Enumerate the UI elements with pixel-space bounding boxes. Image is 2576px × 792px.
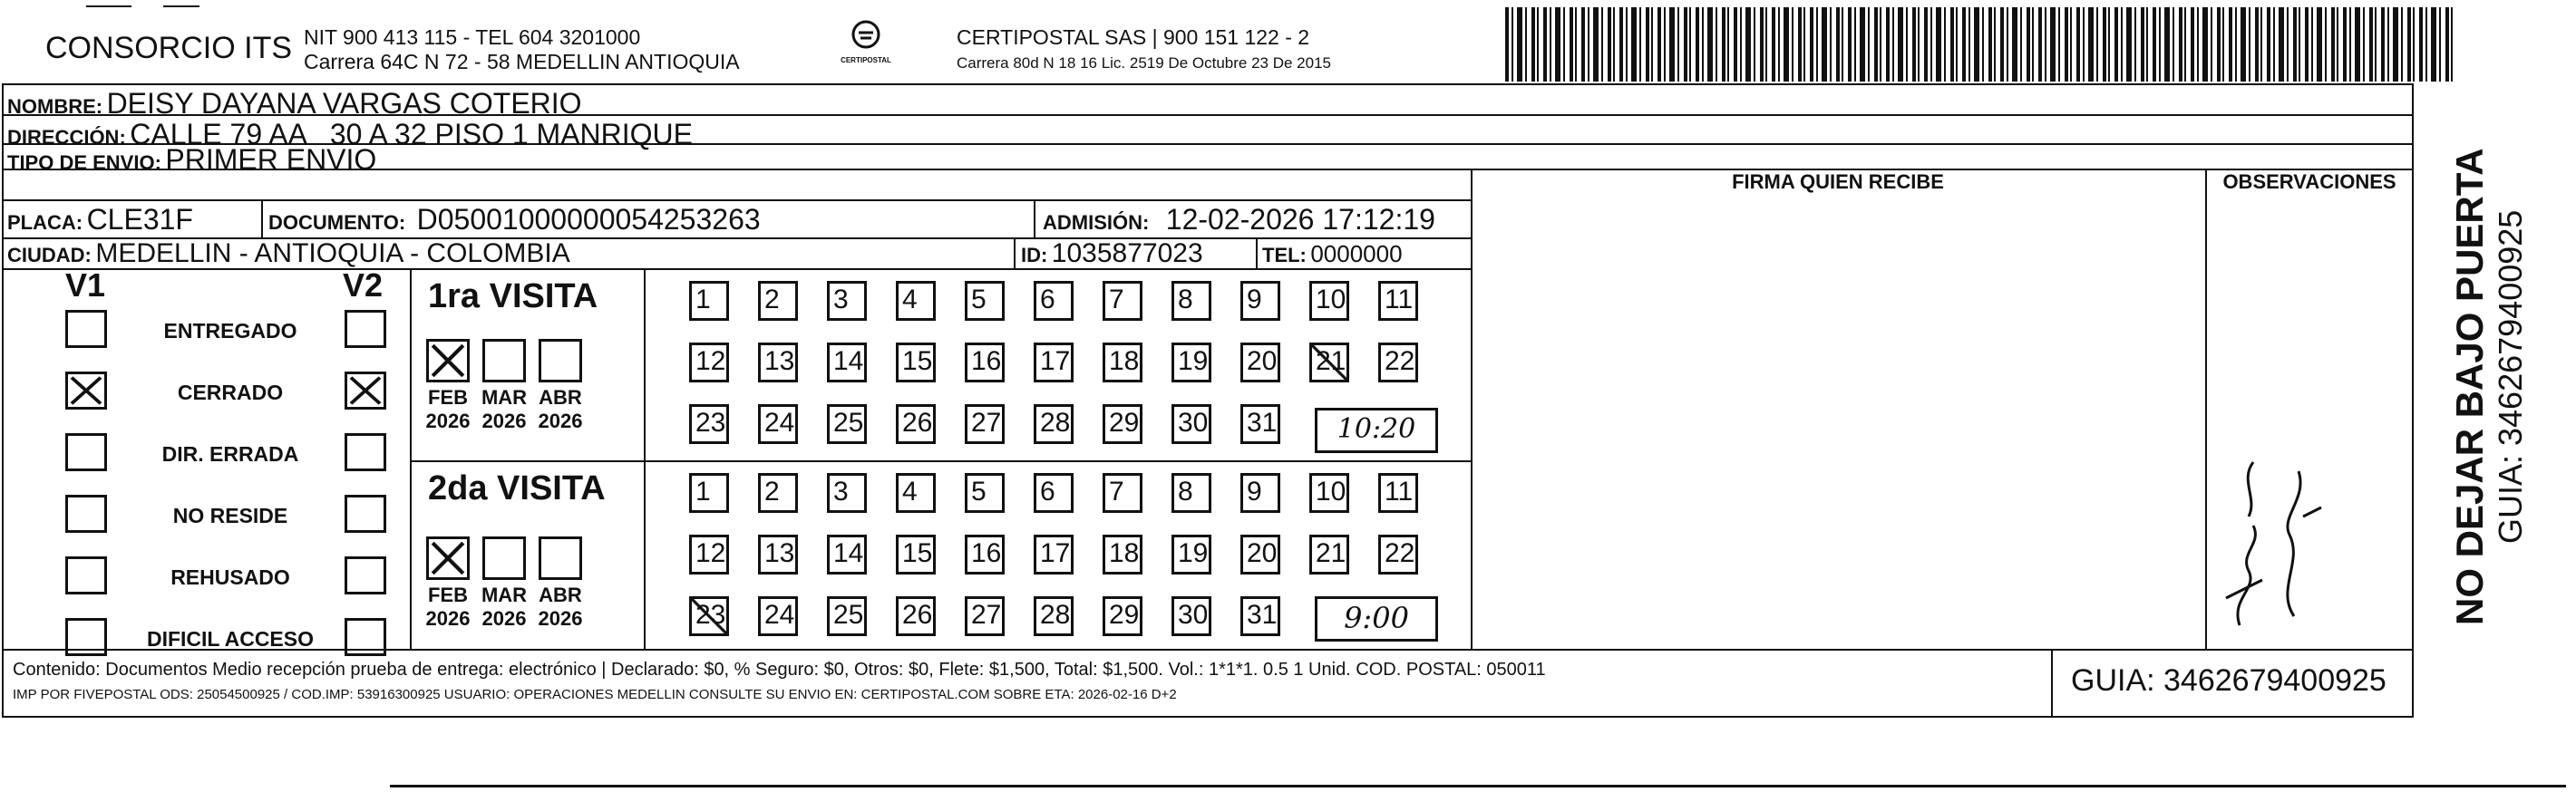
documento-label: DOCUMENTO: <box>268 211 406 234</box>
year-label: 2026 <box>538 410 583 432</box>
day-checkbox[interactable]: 28 <box>1034 404 1074 444</box>
month-checkbox[interactable] <box>426 339 470 382</box>
day-checkbox[interactable]: 10 <box>1309 281 1349 321</box>
month-checkbox[interactable] <box>482 339 526 382</box>
day-checkbox[interactable]: 16 <box>965 343 1005 382</box>
day-checkbox[interactable]: 7 <box>1103 473 1142 513</box>
day-checkbox[interactable]: 17 <box>1034 343 1074 382</box>
day-checkbox[interactable]: 10 <box>1309 473 1349 513</box>
id-row <box>1021 238 1203 269</box>
day-checkbox[interactable]: 30 <box>1171 596 1211 636</box>
visit-2-time: 9:00 <box>1315 596 1438 642</box>
carrier-address: Carrera 80d N 18 16 Lic. 2519 De Octubre 23 De 2015 <box>957 54 1331 72</box>
day-checkbox[interactable]: 13 <box>758 535 798 575</box>
admision-value: 12-02-2026 17:12:19 <box>1165 203 1435 236</box>
day-checkbox[interactable]: 25 <box>827 404 867 444</box>
year-label: 2026 <box>425 410 471 432</box>
observaciones-header: OBSERVACIONES <box>2222 170 2396 193</box>
v2-checkbox[interactable] <box>345 372 386 410</box>
day-checkbox[interactable]: 22 <box>1378 343 1418 382</box>
year-label: 2026 <box>425 607 471 630</box>
month-label: MAR <box>481 584 528 606</box>
direccion-value: CALLE 79 AA 30 A 32 PISO 1 MANRIQUE <box>130 118 693 150</box>
day-checkbox[interactable]: 21 <box>1309 535 1349 575</box>
year-label: 2026 <box>481 410 527 432</box>
month-checkbox[interactable] <box>482 536 526 580</box>
placa-row <box>7 203 193 237</box>
company-address: Carrera 64C N 72 - 58 MEDELLIN ANTIOQUIA <box>304 50 740 73</box>
day-checkbox[interactable]: 14 <box>827 343 867 382</box>
certipostal-logo: CERTIPOSTAL <box>839 20 893 74</box>
day-checkbox[interactable]: 12 <box>689 343 729 382</box>
day-checkbox[interactable]: 18 <box>1103 343 1142 382</box>
day-checkbox[interactable]: 22 <box>1378 535 1418 575</box>
day-checkbox[interactable]: 7 <box>1103 281 1142 321</box>
day-checkbox[interactable]: 12 <box>689 535 729 575</box>
status-label: ENTREGADO <box>163 319 297 343</box>
day-checkbox[interactable]: 25 <box>827 596 867 636</box>
day-checkbox[interactable]: 26 <box>896 404 936 444</box>
month-checkbox[interactable] <box>426 536 470 580</box>
day-checkbox[interactable]: 2 <box>758 473 798 513</box>
month-label: FEB <box>428 584 468 606</box>
day-checkbox[interactable]: 14 <box>827 535 867 575</box>
footer-imp: IMP POR FIVEPOSTAL ODS: 25054500925 / COD.IMP: 53916300925 USUARIO: OPERACIONES MEDELLIN CONSULTE SU ENVIO EN: CERTIPOSTAL.COM SOBRE ETA: 2026-02-16 D+2 <box>13 687 1177 702</box>
month-label: ABR <box>539 386 582 409</box>
placa-label: PLACA: <box>7 211 83 234</box>
footer-contenido: Contenido: Documentos Medio recepción prueba de entrega: electrónico | Declarado: $0, % Seguro: $0, Otros: $0, Flete: $1,500, Total: $1,500. Vol.: 1*1*1. 0.5 1 Unid. COD. POSTAL: 050011 <box>13 660 1546 680</box>
month-checkbox[interactable] <box>539 536 582 580</box>
signature-scribble <box>2212 381 2357 643</box>
documento-row <box>268 203 761 237</box>
day-checkbox[interactable]: 9 <box>1240 473 1280 513</box>
day-checkbox[interactable]: 21 <box>1309 343 1349 382</box>
day-checkbox[interactable]: 19 <box>1171 343 1211 382</box>
day-checkbox[interactable]: 5 <box>965 281 1005 321</box>
day-checkbox[interactable]: 18 <box>1103 535 1142 575</box>
day-checkbox[interactable]: 6 <box>1034 473 1074 513</box>
day-checkbox[interactable]: 5 <box>965 473 1005 513</box>
v2-checkbox[interactable] <box>345 495 386 533</box>
status-label: CERRADO <box>177 381 284 404</box>
status-label: REHUSADO <box>170 565 290 589</box>
company-name: CONSORCIO ITS <box>45 31 293 65</box>
firma-header: FIRMA QUIEN RECIBE <box>1732 170 1944 193</box>
year-label: 2026 <box>481 607 527 630</box>
day-checkbox[interactable]: 29 <box>1103 596 1142 636</box>
id-label: ID: <box>1021 244 1048 266</box>
carrier-line: CERTIPOSTAL SAS | 900 151 122 - 2 <box>957 25 1310 49</box>
day-checkbox[interactable]: 11 <box>1378 281 1418 321</box>
visit-1-time: 10:20 <box>1315 408 1438 453</box>
day-checkbox[interactable]: 1 <box>689 281 729 321</box>
day-checkbox[interactable]: 24 <box>758 596 798 636</box>
ciudad-row <box>7 238 570 269</box>
day-checkbox[interactable]: 15 <box>896 343 936 382</box>
day-checkbox[interactable]: 3 <box>827 281 867 321</box>
nombre-value: DEISY DAYANA VARGAS COTERIO <box>106 87 582 120</box>
ciudad-value: MEDELLIN - ANTIOQUIA - COLOMBIA <box>95 238 570 268</box>
day-checkbox[interactable]: 9 <box>1240 281 1280 321</box>
v1-checkbox[interactable] <box>65 556 107 594</box>
day-checkbox[interactable]: 8 <box>1171 473 1211 513</box>
footer-guia: GUIA: 3462679400925 <box>2071 663 2386 698</box>
tel-row <box>1262 240 1403 268</box>
side-guia: GUIA: 3462679400925 <box>2492 209 2529 544</box>
day-checkbox[interactable]: 16 <box>965 535 1005 575</box>
v1-checkbox[interactable] <box>65 433 107 471</box>
v1-checkbox[interactable] <box>65 310 107 348</box>
tipo-envio-row <box>7 143 376 177</box>
nombre-label: NOMBRE: <box>7 95 103 118</box>
documento-value: D05001000000054253263 <box>416 203 761 236</box>
day-checkbox[interactable]: 8 <box>1171 281 1211 321</box>
day-checkbox[interactable]: 4 <box>896 281 936 321</box>
day-checkbox[interactable]: 27 <box>965 596 1005 636</box>
day-checkbox[interactable]: 23 <box>689 596 729 636</box>
placa-value: CLE31F <box>86 203 193 236</box>
day-checkbox[interactable]: 13 <box>758 343 798 382</box>
day-checkbox[interactable]: 15 <box>896 535 936 575</box>
status-label: DIFICIL ACCESO <box>146 627 314 651</box>
visit-2-title: 2da VISITA <box>428 469 606 507</box>
day-checkbox[interactable]: 3 <box>827 473 867 513</box>
v2-checkbox[interactable] <box>345 618 386 656</box>
v1-header: V1 <box>65 266 106 304</box>
day-checkbox[interactable]: 31 <box>1240 404 1280 444</box>
id-value: 1035877023 <box>1051 238 1203 268</box>
day-checkbox[interactable]: 20 <box>1240 535 1280 575</box>
day-checkbox[interactable]: 29 <box>1103 404 1142 444</box>
day-checkbox[interactable]: 20 <box>1240 343 1280 382</box>
day-checkbox[interactable]: 17 <box>1034 535 1074 575</box>
tipo-value: PRIMER ENVIO <box>165 143 377 176</box>
year-label: 2026 <box>538 607 583 630</box>
day-checkbox[interactable]: 2 <box>758 281 798 321</box>
month-checkbox[interactable] <box>539 339 582 382</box>
day-checkbox[interactable]: 4 <box>896 473 936 513</box>
nit-line: NIT 900 413 115 - TEL 604 3201000 <box>304 25 641 49</box>
day-checkbox[interactable]: 28 <box>1034 596 1074 636</box>
v1-checkbox[interactable] <box>65 495 107 533</box>
nombre-row <box>7 87 582 121</box>
v1-checkbox[interactable] <box>65 372 107 410</box>
v1-checkbox[interactable] <box>65 618 107 656</box>
month-label: ABR <box>539 584 582 606</box>
day-checkbox[interactable]: 11 <box>1378 473 1418 513</box>
tel-label: TEL: <box>1262 244 1307 266</box>
status-label: NO RESIDE <box>172 504 288 527</box>
barcode <box>1505 7 2457 82</box>
direccion-label: DIRECCIÓN: <box>7 126 126 149</box>
day-checkbox[interactable]: 1 <box>689 473 729 513</box>
v2-header: V2 <box>343 266 384 304</box>
day-checkbox[interactable]: 30 <box>1171 404 1211 444</box>
tel-value: 0000000 <box>1310 240 1403 267</box>
month-label: FEB <box>428 386 468 409</box>
month-label: MAR <box>481 386 528 409</box>
day-checkbox[interactable]: 31 <box>1240 596 1280 636</box>
day-checkbox[interactable]: 23 <box>689 404 729 444</box>
side-title: NO DEJAR BAJO PUERTA <box>2448 148 2491 625</box>
day-checkbox[interactable]: 19 <box>1171 535 1211 575</box>
status-label: DIR. ERRADA <box>161 442 299 466</box>
ciudad-label: CIUDAD: <box>7 244 92 266</box>
tipo-label: TIPO DE ENVIO: <box>7 151 161 174</box>
v2-checkbox[interactable] <box>345 310 386 348</box>
admision-row <box>1043 203 1435 237</box>
v2-checkbox[interactable] <box>345 556 386 594</box>
v2-checkbox[interactable] <box>345 433 386 471</box>
day-checkbox[interactable]: 27 <box>965 404 1005 444</box>
admision-label: ADMISIÓN: <box>1043 211 1150 234</box>
day-checkbox[interactable]: 6 <box>1034 281 1074 321</box>
day-checkbox[interactable]: 24 <box>758 404 798 444</box>
day-checkbox[interactable]: 26 <box>896 596 936 636</box>
visit-1-title: 1ra VISITA <box>428 277 598 315</box>
